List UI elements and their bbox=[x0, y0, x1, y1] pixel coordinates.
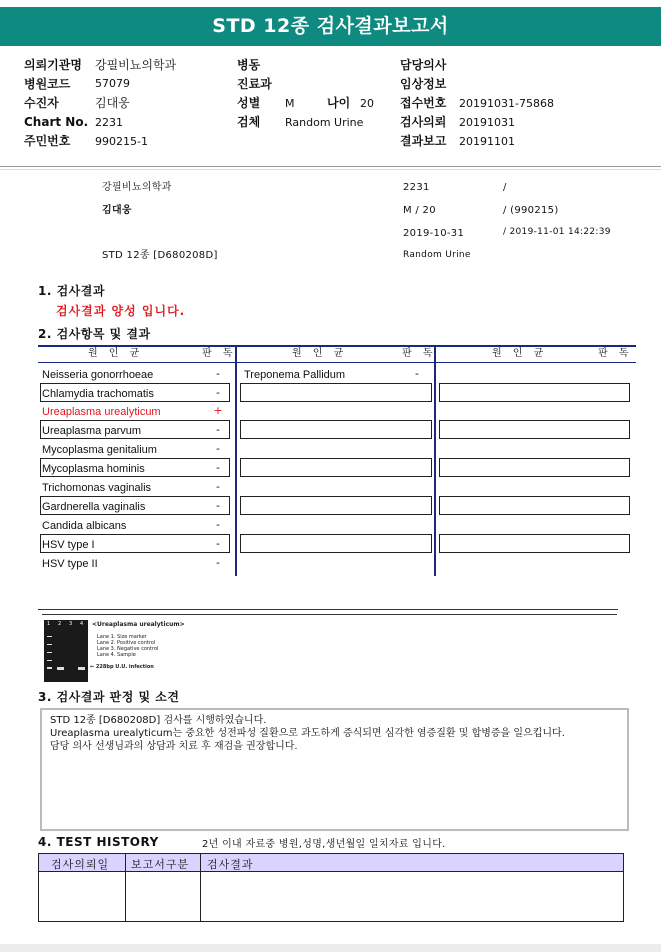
gel-lane-label: 4 bbox=[80, 621, 84, 627]
history-col-divider bbox=[125, 854, 126, 921]
gel-legend-item: Lane 4. Sample bbox=[97, 652, 136, 658]
organism-name: Gardnerella vaginalis bbox=[42, 501, 146, 513]
ssn-label: 주민번호 bbox=[24, 134, 71, 148]
table-col-divider-2 bbox=[434, 345, 436, 576]
gel-band-annotation: ← 228bp U.U. infection bbox=[90, 664, 154, 670]
summary-slash: / bbox=[503, 182, 507, 193]
report-title: STD 12종 검사결과보고서 bbox=[0, 7, 661, 46]
report-date-value: 20191101 bbox=[459, 135, 515, 148]
organism-result: - bbox=[216, 442, 220, 455]
request-label: 검사의뢰 bbox=[400, 115, 447, 129]
history-note: 2년 이내 자료중 병원,성명,생년월일 일치자료 입니다. bbox=[202, 839, 446, 850]
organism-name: Mycoplasma hominis bbox=[42, 463, 145, 475]
gel-lane-label: 1 bbox=[47, 621, 51, 627]
th-organism-3: 원 인 균 bbox=[492, 348, 548, 359]
organism-name: Treponema Pallidum bbox=[244, 369, 346, 381]
sample-band bbox=[78, 667, 85, 670]
gel-lane-label: 3 bbox=[69, 621, 73, 627]
section-4-title: 4. TEST HISTORY bbox=[38, 835, 159, 849]
summary-test: STD 12종 [D680208D] bbox=[102, 250, 218, 261]
gel-lane-label: 2 bbox=[58, 621, 62, 627]
section-1-title: 1. 검사결과 bbox=[38, 284, 105, 298]
age-value: 20 bbox=[360, 97, 374, 110]
summary-sex-age: M / 20 bbox=[403, 205, 436, 216]
age-label: 나이 bbox=[327, 96, 351, 110]
organism-name: HSV type II bbox=[42, 558, 98, 570]
patient-value: 김대웅 bbox=[95, 96, 130, 110]
organism-result: - bbox=[216, 537, 220, 550]
specimen-value: Random Urine bbox=[285, 116, 364, 129]
gel-figure bbox=[42, 614, 617, 687]
th-organism-2: 원 인 균 bbox=[292, 348, 348, 359]
institution-label: 의뢰기관명 bbox=[24, 58, 82, 72]
organism-result: - bbox=[216, 499, 220, 512]
organism-result: - bbox=[415, 367, 419, 380]
dept-label: 진료과 bbox=[237, 77, 272, 91]
sex-value: M bbox=[285, 97, 295, 110]
ward-label: 병동 bbox=[237, 58, 261, 72]
history-col-divider bbox=[200, 854, 201, 921]
history-table bbox=[38, 853, 624, 922]
chart-no-value: 2231 bbox=[95, 116, 123, 129]
th-result-3: 판 독 bbox=[598, 348, 633, 359]
organism-result: - bbox=[216, 367, 220, 380]
receipt-no-label: 접수번호 bbox=[400, 96, 447, 110]
summary-chart-no: 2231 bbox=[403, 182, 430, 193]
ladder-band bbox=[47, 660, 52, 661]
chart-no-label: Chart No. bbox=[24, 115, 89, 129]
th-organism-1: 원 인 균 bbox=[88, 348, 144, 359]
summary-birth: / (990215) bbox=[503, 205, 559, 216]
history-col-result: 검사결과 bbox=[207, 858, 254, 871]
gel-electrophoresis-image bbox=[44, 620, 88, 682]
summary-date-received: 2019-10-31 bbox=[403, 228, 465, 239]
ladder-band bbox=[47, 652, 52, 653]
ssn-value: 990215-1 bbox=[95, 135, 148, 148]
report-label: 결과보고 bbox=[400, 134, 447, 148]
organism-result: - bbox=[216, 518, 220, 531]
opinion-line: STD 12종 [D680208D] 검사를 시행하였습니다. bbox=[50, 715, 267, 726]
th-result-1: 판 독 bbox=[202, 348, 237, 359]
empty-row-box bbox=[439, 420, 630, 439]
organism-result: - bbox=[216, 556, 220, 569]
ladder-band bbox=[47, 667, 52, 669]
gel-top-rule bbox=[38, 609, 618, 610]
summary-date-reported: / 2019-11-01 14:22:39 bbox=[503, 227, 611, 237]
ladder-band bbox=[47, 644, 52, 645]
empty-row-box bbox=[240, 383, 432, 402]
positive-band bbox=[57, 667, 64, 670]
organism-result-positive: + bbox=[213, 404, 223, 417]
organism-name: Trichomonas vaginalis bbox=[42, 482, 152, 494]
opinion-line: 담당 의사 선생님과의 상담과 치료 후 재검을 권장합니다. bbox=[50, 741, 298, 752]
hospital-code-value: 57079 bbox=[95, 77, 130, 90]
empty-row-box bbox=[240, 458, 432, 477]
opinion-line: Ureaplasma urealyticum는 중요한 성전파성 질환으로 과도하게 증식되면 심각한 염증질환 및 합병증을 일으킵니다. bbox=[50, 728, 565, 739]
organism-name: Neisseria gonorrhoeae bbox=[42, 369, 154, 381]
header-divider bbox=[0, 166, 661, 167]
request-date-value: 20191031 bbox=[459, 116, 515, 129]
empty-row-box bbox=[439, 496, 630, 515]
summary-institution: 강필비뇨의학과 bbox=[102, 182, 172, 193]
organism-result: - bbox=[216, 461, 220, 474]
organism-name: HSV type I bbox=[42, 539, 95, 551]
empty-row-box bbox=[439, 458, 630, 477]
organism-result: - bbox=[216, 423, 220, 436]
sex-label: 성별 bbox=[237, 96, 261, 110]
history-col-request: 검사의뢰일 bbox=[51, 858, 110, 871]
summary-specimen: Random Urine bbox=[403, 250, 471, 260]
empty-row-box bbox=[240, 496, 432, 515]
empty-row-box bbox=[439, 534, 630, 553]
section-2-title: 2. 검사항목 및 결과 bbox=[38, 327, 151, 341]
history-col-type: 보고서구분 bbox=[131, 858, 190, 871]
specimen-label: 검체 bbox=[237, 115, 261, 129]
gel-title: <Ureaplasma urealyticum> bbox=[92, 621, 185, 628]
organism-name: Ureaplasma parvum bbox=[42, 425, 142, 437]
doctor-label: 담당의사 bbox=[400, 58, 447, 72]
history-header bbox=[39, 854, 623, 872]
table-col-divider-1 bbox=[235, 345, 237, 576]
organism-result: - bbox=[216, 386, 220, 399]
summary-patient: 김대웅 bbox=[102, 205, 132, 216]
section-3-title: 3. 검사결과 판정 및 소견 bbox=[38, 690, 180, 704]
gel-legend-item: Lane 1. Size marker bbox=[97, 634, 147, 640]
organism-name: Candida albicans bbox=[42, 520, 127, 532]
institution-value: 강필비뇨의학과 bbox=[95, 58, 177, 72]
header-divider-light bbox=[0, 169, 661, 170]
empty-row-box bbox=[439, 383, 630, 402]
positive-result-text: 검사결과 양성 입니다. bbox=[56, 304, 186, 318]
organism-name: Chlamydia trachomatis bbox=[42, 388, 154, 400]
hospital-code-label: 병원코드 bbox=[24, 77, 71, 91]
th-result-2: 판 독 bbox=[402, 348, 437, 359]
table-header-rule bbox=[38, 362, 636, 363]
gel-legend-item: Lane 3. Negative control bbox=[97, 646, 159, 652]
opinion-box bbox=[40, 708, 629, 831]
organism-name: Mycoplasma genitalium bbox=[42, 444, 157, 456]
receipt-no-value: 20191031-75868 bbox=[459, 97, 554, 110]
empty-row-box bbox=[240, 420, 432, 439]
clinical-info-label: 임상정보 bbox=[400, 77, 447, 91]
ladder-band bbox=[47, 636, 52, 637]
gel-legend-item: Lane 2. Positive control bbox=[97, 640, 156, 646]
empty-row-box bbox=[240, 534, 432, 553]
organism-name-positive: Ureaplasma urealyticum bbox=[42, 406, 161, 418]
organism-result: - bbox=[216, 480, 220, 493]
patient-label: 수진자 bbox=[24, 96, 59, 110]
